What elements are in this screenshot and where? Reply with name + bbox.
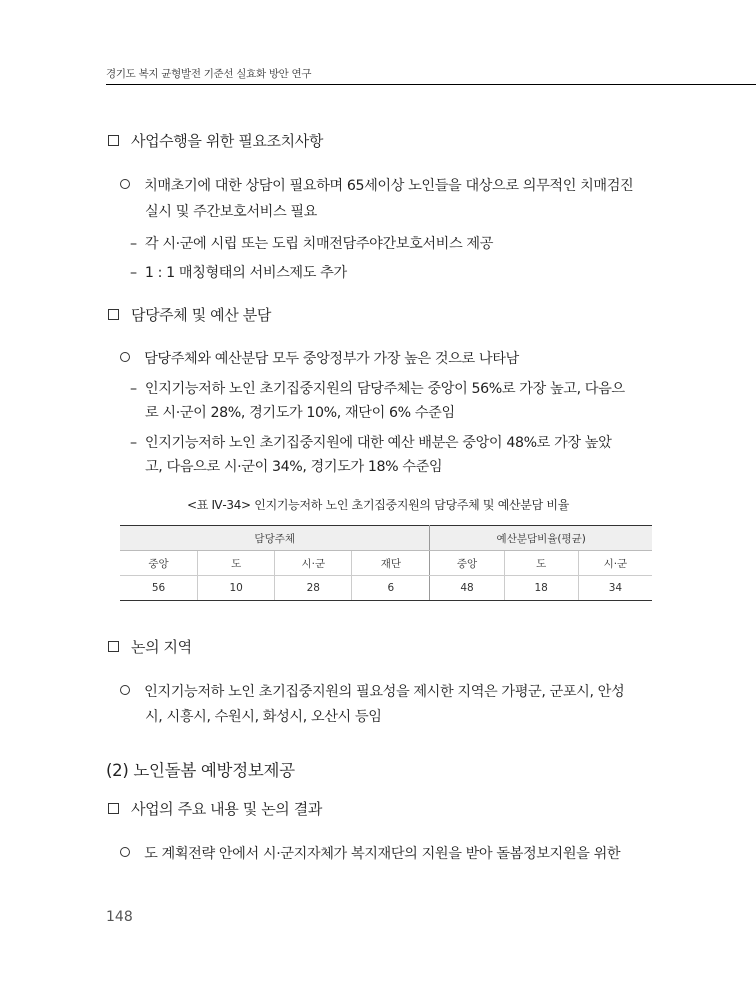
table-cell: 10 bbox=[198, 576, 275, 601]
circle-bullet-icon bbox=[120, 847, 130, 857]
table-cell: 34 bbox=[578, 576, 652, 601]
circle-bullet-icon bbox=[120, 179, 130, 189]
column-header: 도 bbox=[198, 551, 275, 576]
group-header-cell: 예산분담비율(평균) bbox=[430, 526, 652, 551]
bullet-text: 치매초기에 대한 상담이 필요하며 65세이상 노인들을 대상으로 의무적인 치매검진 bbox=[144, 178, 634, 194]
table-cell: 48 bbox=[430, 576, 504, 601]
square-bullet-icon bbox=[108, 803, 119, 814]
circle-bullet-icon bbox=[120, 685, 130, 695]
page-number: 148 bbox=[106, 909, 133, 925]
section-title: 담당주체 및 예산 분담 bbox=[131, 306, 271, 324]
bullet-text: 담당주체와 예산분담 모두 중앙정부가 가장 높은 것으로 나타남 bbox=[144, 351, 519, 367]
section-title: 사업의 주요 내용 및 논의 결과 bbox=[131, 800, 322, 818]
table-caption: <표 Ⅳ-34> 인지기능저하 노인 초기집중지원의 담당주체 및 예산분담 비율 bbox=[187, 498, 569, 512]
column-header: 중앙 bbox=[120, 551, 198, 576]
section-title: 사업수행을 위한 필요조치사항 bbox=[131, 132, 323, 150]
table-cell: 56 bbox=[120, 576, 198, 601]
table-row bbox=[120, 576, 652, 601]
dash-item: – 각 시·군에 시립 또는 도립 치매전담주야간보호서비스 제공 bbox=[130, 236, 494, 252]
section-title: 논의 지역 bbox=[131, 638, 192, 656]
table-group-header bbox=[120, 526, 652, 551]
column-header: 재단 bbox=[352, 551, 430, 576]
dash-item: – 인지기능저하 노인 초기집중지원의 담당주체는 중앙이 56%로 가장 높고, 다음으 bbox=[130, 381, 625, 397]
dash-text-cont: 로 시·군이 28%, 경기도가 10%, 재단이 6% 수준임 bbox=[145, 405, 455, 421]
bullet-line bbox=[120, 843, 620, 863]
dash-text-cont: 고, 다음으로 시·군이 34%, 경기도가 18% 수준임 bbox=[145, 459, 443, 475]
table-column-header bbox=[120, 551, 652, 576]
table-cell: 28 bbox=[275, 576, 352, 601]
square-bullet-icon bbox=[108, 309, 119, 320]
bullet-text: 도 계획전략 안에서 시·군지자체가 복지재단의 지원을 받아 돌봄정보지원을 위한 bbox=[144, 846, 621, 862]
bullet-text-cont: 실시 및 주간보호서비스 필요 bbox=[145, 204, 317, 220]
table-cell: 6 bbox=[352, 576, 430, 601]
bullet-text: 인지기능저하 노인 초기집중지원의 필요성을 제시한 지역은 가평군, 군포시, 안성 bbox=[144, 684, 625, 700]
dash-text: 인지기능저하 노인 초기집중지원에 대한 예산 배분은 중앙이 48%로 가장 높았 bbox=[144, 435, 612, 451]
dash-text: 1 : 1 매칭형태의 서비스제도 추가 bbox=[144, 265, 347, 281]
square-bullet-icon bbox=[108, 641, 119, 652]
dash-item: – 1 : 1 매칭형태의 서비스제도 추가 bbox=[130, 265, 347, 281]
column-header: 시·군 bbox=[275, 551, 352, 576]
subsection-heading: (2) 노인돌봄 예방정보제공 bbox=[106, 761, 295, 780]
bullet-line bbox=[120, 175, 633, 195]
dash-text: 인지기능저하 노인 초기집중지원의 담당주체는 중앙이 56%로 가장 높고, 다음으 bbox=[144, 381, 625, 397]
dash-item: – 인지기능저하 노인 초기집중지원에 대한 예산 배분은 중앙이 48%로 가장 높았 bbox=[130, 435, 612, 451]
column-header: 중앙 bbox=[430, 551, 504, 576]
bullet-line bbox=[120, 348, 519, 368]
circle-bullet-icon bbox=[120, 352, 130, 362]
column-header: 시·군 bbox=[578, 551, 652, 576]
table-cell: 18 bbox=[504, 576, 578, 601]
data-table bbox=[120, 525, 652, 601]
running-header: 경기도 복지 균형발전 기준선 실효화 방안 연구 bbox=[106, 68, 312, 80]
square-bullet-icon bbox=[108, 135, 119, 146]
bullet-line bbox=[120, 681, 624, 701]
bullet-text-cont: 시, 시흥시, 수원시, 화성시, 오산시 등임 bbox=[145, 709, 382, 725]
column-header: 도 bbox=[504, 551, 578, 576]
group-header-cell: 담당주체 bbox=[120, 526, 430, 551]
header-rule bbox=[106, 84, 756, 85]
dash-text: 각 시·군에 시립 또는 도립 치매전담주야간보호서비스 제공 bbox=[144, 236, 494, 252]
